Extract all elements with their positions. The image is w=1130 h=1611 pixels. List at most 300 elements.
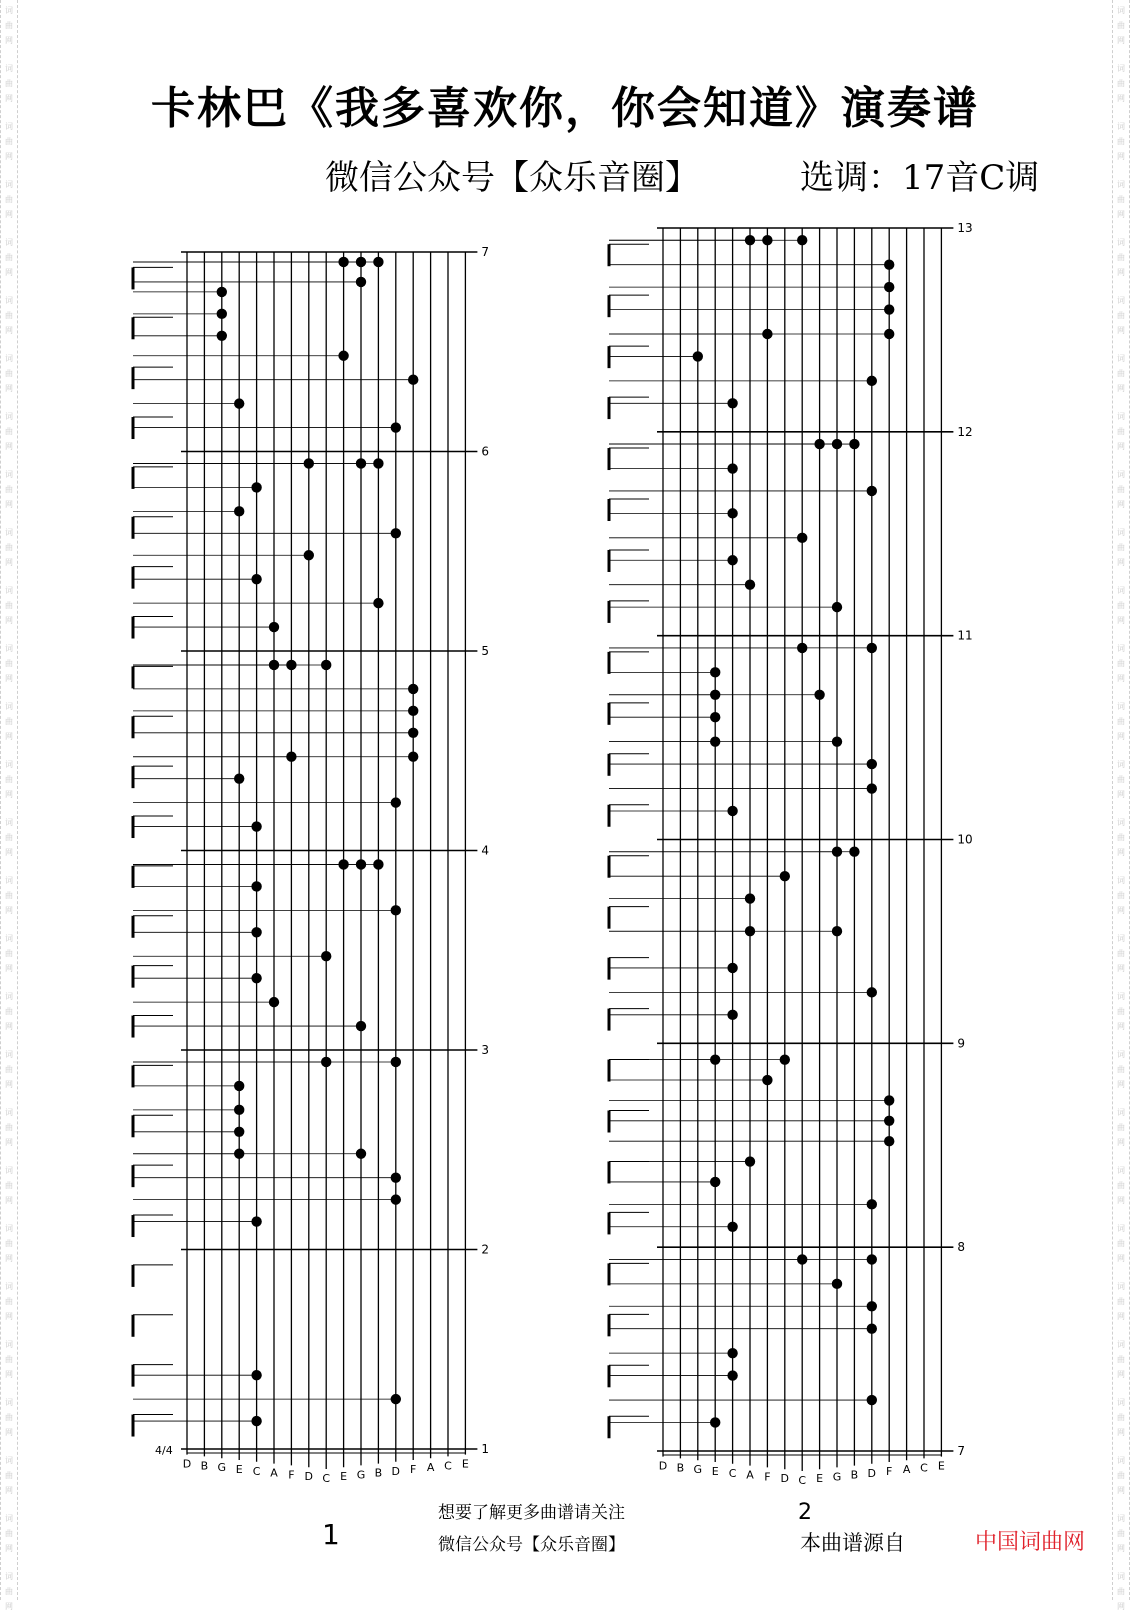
footer-account-text: 微信公众号【众乐音圈】 [438,1535,625,1555]
note-dot [867,1395,877,1405]
note-dot [727,508,737,518]
note-dot [727,963,737,973]
watermark-glyph: 词 [5,122,13,131]
note-dot [727,1370,737,1380]
watermark-glyph: 网 [1117,558,1125,567]
watermark-glyph: 网 [5,1544,13,1553]
tine-label: C [798,1474,807,1487]
note-dot [849,847,859,857]
watermark-glyph: 词 [1117,934,1125,943]
watermark-glyph: 网 [5,558,13,567]
watermark-glyph: 网 [1117,1312,1125,1321]
watermark-glyph: 曲 [5,253,13,262]
watermark-glyph: 曲 [1117,1413,1125,1422]
note-dot [217,309,227,319]
watermark-glyph: 词 [5,238,13,247]
watermark-glyph: 词 [1117,702,1125,711]
note-dot [391,528,401,538]
note-dot [780,871,790,881]
footer-site-name[interactable]: 中国词曲网 [975,1530,1086,1555]
watermark-glyph: 词 [1117,1224,1125,1233]
watermark-glyph: 曲 [1117,369,1125,378]
note-dot [884,1095,894,1105]
watermark-glyph: 网 [5,616,13,625]
tine-label: A [902,1463,911,1477]
watermark-glyph: 曲 [5,21,13,30]
note-dot [727,1222,737,1232]
watermark-glyph: 曲 [1117,1355,1125,1364]
note-dot [217,331,227,341]
watermark-glyph: 曲 [5,1587,13,1596]
note-dot [867,486,877,496]
note-dot [849,439,859,449]
note-dot [234,1081,244,1091]
watermark-glyph: 网 [1117,1138,1125,1147]
note-dot [251,1370,261,1380]
watermark-glyph: 词 [5,1050,13,1059]
watermark-glyph: 词 [1117,992,1125,1001]
footer-source-text: 本曲谱源自 [800,1531,905,1555]
watermark-glyph: 词 [5,296,13,305]
watermark-glyph: 网 [1117,384,1125,393]
watermark-glyph: 网 [1117,326,1125,335]
note-dot [884,259,894,269]
note-dot [710,1177,720,1187]
watermark-glyph: 词 [5,412,13,421]
watermark-glyph: 曲 [5,1065,13,1074]
tine-label: F [886,1465,893,1478]
note-dot [867,1324,877,1334]
watermark-glyph: 词 [5,6,13,15]
watermark-glyph: 网 [5,152,13,161]
watermark-glyph: 网 [1117,964,1125,973]
watermark-glyph: 曲 [1117,775,1125,784]
watermark-glyph: 曲 [1117,427,1125,436]
note-dot [780,1054,790,1064]
note-dot [832,1279,842,1289]
tine-label: D [304,1470,314,1484]
measure-number: 4 [481,843,490,858]
watermark-glyph: 曲 [1117,833,1125,842]
note-dot [373,598,383,608]
tine-label: C [728,1466,737,1480]
tine-label: A [746,1468,754,1482]
note-dot [727,806,737,816]
watermark-glyph: 网 [5,1486,13,1495]
note-dot [832,736,842,746]
tine-label: B [374,1466,383,1480]
note-dot [373,257,383,267]
watermark-glyph: 词 [5,644,13,653]
watermark-glyph: 网 [5,384,13,393]
watermark-glyph: 词 [1117,296,1125,305]
note-dot [251,881,261,891]
watermark-glyph: 词 [1117,818,1125,827]
tine-label: A [270,1466,278,1480]
note-dot [251,927,261,937]
watermark-glyph: 曲 [5,427,13,436]
note-dot [408,728,418,738]
watermark-glyph: 曲 [1117,717,1125,726]
watermark-glyph: 词 [5,1572,13,1581]
note-dot [693,351,703,361]
watermark-glyph: 词 [5,1340,13,1349]
tine-label: G [217,1461,227,1475]
watermark-glyph: 网 [5,1196,13,1205]
note-dot [321,660,331,670]
tine-label: E [816,1472,824,1486]
watermark-glyph: 网 [1117,152,1125,161]
watermark-glyph: 曲 [1117,1181,1125,1190]
watermark-glyph: 词 [5,702,13,711]
watermark-glyph: 词 [1117,644,1125,653]
note-dot [234,506,244,516]
watermark-glyph: 曲 [5,137,13,146]
watermark-glyph: 曲 [1117,601,1125,610]
watermark-glyph: 曲 [5,833,13,842]
watermark-glyph: 曲 [1117,891,1125,900]
note-dot [373,458,383,468]
watermark-glyph: 曲 [5,601,13,610]
watermark-glyph: 网 [1117,790,1125,799]
note-dot [884,304,894,314]
watermark-glyph: 网 [1117,848,1125,857]
watermark-glyph: 词 [5,1108,13,1117]
watermark-glyph: 曲 [5,775,13,784]
note-dot [727,555,737,565]
note-dot [356,1149,366,1159]
measure-number: 7 [481,245,490,259]
note-dot [884,282,894,292]
watermark-glyph: 词 [5,1514,13,1523]
watermark-glyph: 网 [5,1138,13,1147]
note-dot [727,463,737,473]
time-signature: 4/4 [155,1444,173,1457]
note-dot [727,398,737,408]
watermark-glyph: 曲 [5,1007,13,1016]
watermark-glyph: 词 [5,1166,13,1175]
watermark-glyph: 网 [1117,442,1125,451]
watermark-glyph: 曲 [5,311,13,320]
footer-follow-text: 想要了解更多曲谱请关注 [438,1503,625,1523]
tine-label: G [693,1463,703,1477]
watermark-glyph: 网 [5,1254,13,1263]
note-dot [269,997,279,1007]
measure-number: 13 [957,221,973,235]
watermark-glyph: 曲 [5,717,13,726]
watermark-glyph: 词 [5,818,13,827]
note-dot [867,1199,877,1209]
watermark-glyph: 网 [5,964,13,973]
note-dot [867,759,877,769]
watermark-glyph: 网 [1117,1486,1125,1495]
watermark-glyph: 曲 [5,1297,13,1306]
watermark-glyph: 曲 [1117,659,1125,668]
watermark-glyph: 网 [1117,616,1125,625]
watermark-glyph: 网 [1117,94,1125,103]
measure-number: 10 [957,832,973,847]
watermark-glyph: 词 [5,64,13,73]
note-dot [408,374,418,384]
watermark-glyph: 曲 [1117,1239,1125,1248]
measure-number: 1 [481,1442,490,1456]
watermark-glyph: 曲 [1117,1007,1125,1016]
note-dot [884,1116,894,1126]
watermark-glyph: 词 [5,180,13,189]
watermark-glyph: 词 [1117,528,1125,537]
tine-label: D [658,1459,668,1473]
note-dot [391,1172,401,1182]
watermark-glyph: 词 [5,470,13,479]
watermark-glyph: 网 [1117,1370,1125,1379]
watermark-glyph: 曲 [5,659,13,668]
watermark-glyph: 网 [5,500,13,509]
tine-label: B [850,1468,859,1482]
subtitle-key-selection: 选调：17音C调 [800,158,1040,198]
note-dot [391,422,401,432]
note-dot [356,277,366,287]
note-dot [832,602,842,612]
watermark-glyph: 词 [1117,1050,1125,1059]
measure-number: 3 [481,1043,490,1057]
watermark-glyph: 网 [1117,210,1125,219]
note-dot [234,773,244,783]
watermark-glyph: 网 [1117,1254,1125,1263]
watermark-glyph: 曲 [5,1529,13,1538]
note-dot [234,398,244,408]
note-dot [251,1216,261,1226]
watermark-glyph: 网 [5,326,13,335]
note-dot [762,1075,772,1085]
watermark-glyph: 网 [5,1428,13,1437]
note-dot [269,622,279,632]
watermark-glyph: 词 [1117,1572,1125,1581]
watermark-glyph: 词 [5,992,13,1001]
note-dot [251,973,261,983]
note-dot [391,1057,401,1067]
tine-label: C [252,1464,261,1478]
watermark-glyph: 词 [5,586,13,595]
tine-label: D [867,1466,877,1480]
watermark-glyph: 词 [1117,180,1125,189]
note-dot [797,533,807,543]
watermark-glyph: 网 [5,1080,13,1089]
watermark-glyph: 曲 [5,1181,13,1190]
watermark-glyph: 曲 [5,1239,13,1248]
watermark-glyph: 网 [1117,1022,1125,1031]
tine-label: D [780,1472,790,1486]
tine-label: F [764,1470,771,1484]
note-dot [251,574,261,584]
watermark-glyph: 词 [5,1282,13,1291]
watermark-glyph: 网 [5,906,13,915]
watermark-glyph: 词 [1117,1108,1125,1117]
watermark-glyph: 网 [5,1022,13,1031]
watermark-glyph: 词 [1117,1398,1125,1407]
measure-number: 11 [957,628,973,643]
note-dot [710,1417,720,1427]
note-dot [867,783,877,793]
watermark-glyph: 词 [1117,354,1125,363]
note-dot [867,1254,877,1264]
note-dot [391,1394,401,1404]
note-dot [234,1127,244,1137]
watermark-glyph: 网 [1117,500,1125,509]
note-dot [217,287,227,297]
watermark-glyph: 词 [1117,6,1125,15]
watermark-glyph: 词 [5,876,13,885]
watermark-glyph: 词 [1117,1166,1125,1175]
watermark-glyph: 网 [1117,674,1125,683]
watermark-glyph: 曲 [5,1123,13,1132]
note-dot [727,1348,737,1358]
watermark-glyph: 曲 [5,369,13,378]
watermark-glyph: 网 [1117,268,1125,277]
watermark-glyph: 网 [5,210,13,219]
watermark-glyph: 曲 [1117,1529,1125,1538]
watermark-glyph: 网 [5,790,13,799]
watermark-glyph: 网 [1117,1602,1125,1611]
watermark-glyph: 词 [5,528,13,537]
watermark-glyph: 曲 [5,195,13,204]
watermark-glyph: 词 [5,1398,13,1407]
measure-number: 5 [481,644,490,658]
watermark-glyph: 词 [1117,64,1125,73]
note-dot [391,905,401,915]
note-dot [727,1010,737,1020]
tine-label: D [182,1457,192,1471]
note-dot [408,706,418,716]
watermark-glyph: 曲 [1117,21,1125,30]
tine-label: A [426,1461,435,1475]
watermark-glyph: 曲 [5,543,13,552]
measure-number: 7 [957,1444,966,1458]
watermark-glyph: 词 [1117,876,1125,885]
tine-label: B [676,1461,685,1475]
watermark-glyph: 词 [1117,1514,1125,1523]
watermark-glyph: 网 [1117,1428,1125,1437]
tine-label: E [461,1457,469,1471]
tine-label: E [711,1465,719,1478]
note-dot [832,926,842,936]
note-dot [884,1136,894,1146]
watermark-glyph: 曲 [1117,949,1125,958]
watermark-glyph: 曲 [5,485,13,494]
watermark-glyph: 词 [1117,122,1125,131]
watermark-glyph: 曲 [1117,1123,1125,1132]
watermark-glyph: 曲 [1117,1297,1125,1306]
watermark-glyph: 词 [1117,1456,1125,1465]
watermark-glyph: 词 [1117,760,1125,769]
watermark-glyph: 曲 [5,79,13,88]
watermark-glyph: 词 [5,1224,13,1233]
note-dot [745,1156,755,1166]
watermark-glyph: 词 [5,354,13,363]
watermark-glyph: 曲 [1117,253,1125,262]
page-number-right: 2 [798,1500,812,1525]
watermark-glyph: 网 [1117,1544,1125,1553]
watermark-glyph: 网 [5,674,13,683]
watermark-glyph: 网 [1117,1196,1125,1205]
note-dot [814,690,824,700]
note-dot [304,550,314,560]
note-dot [797,235,807,245]
note-dot [251,482,261,492]
tine-label: G [356,1468,366,1482]
note-dot [321,951,331,961]
watermark-glyph: 词 [5,760,13,769]
note-dot [234,1105,244,1115]
note-dot [408,684,418,694]
watermark-glyph: 词 [1117,1340,1125,1349]
page-number-left: 1 [322,1518,340,1551]
watermark-glyph: 网 [5,848,13,857]
watermark-glyph: 曲 [1117,311,1125,320]
watermark-glyph: 曲 [5,1355,13,1364]
watermark-glyph: 词 [1117,412,1125,421]
watermark-glyph: 曲 [1117,1065,1125,1074]
watermark-glyph: 曲 [1117,1587,1125,1596]
note-dot [867,1301,877,1311]
note-dot [745,893,755,903]
measure-number: 12 [957,424,973,439]
watermark-glyph: 网 [5,1312,13,1321]
watermark-glyph: 网 [1117,36,1125,45]
watermark-glyph: 曲 [1117,543,1125,552]
note-dot [867,643,877,653]
measure-number: 8 [957,1240,966,1255]
tine-label: E [340,1470,348,1484]
watermark-glyph: 网 [5,1370,13,1379]
watermark-glyph: 网 [5,442,13,451]
watermark-glyph: 曲 [5,891,13,900]
note-dot [710,667,720,677]
note-dot [867,987,877,997]
tine-label: C [322,1472,331,1485]
tine-label: E [937,1459,945,1473]
watermark-glyph: 网 [5,36,13,45]
watermark-glyph: 曲 [5,1471,13,1480]
note-dot [745,580,755,590]
measure-number: 6 [481,444,490,459]
watermark-glyph: 曲 [1117,1471,1125,1480]
watermark-glyph: 词 [5,1456,13,1465]
note-dot [391,1194,401,1204]
watermark-glyph: 词 [1117,238,1125,247]
watermark-glyph: 词 [5,934,13,943]
note-dot [251,821,261,831]
subtitle-wechat-account: 微信公众号【众乐音圈】 [325,158,699,198]
tine-label: G [832,1470,842,1484]
measure-number: 2 [481,1242,490,1257]
note-dot [356,1021,366,1031]
watermark-glyph: 网 [5,732,13,741]
note-dot [867,376,877,386]
tine-label: C [444,1459,452,1473]
watermark-glyph: 曲 [5,949,13,958]
watermark-glyph: 曲 [1117,195,1125,204]
tine-label: C [920,1461,928,1475]
watermark-glyph: 网 [1117,732,1125,741]
watermark-glyph: 网 [1117,906,1125,915]
watermark-glyph: 曲 [1117,79,1125,88]
watermark-glyph: 曲 [1117,485,1125,494]
note-dot [710,712,720,722]
note-dot [391,797,401,807]
watermark-glyph: 网 [5,268,13,277]
watermark-glyph: 网 [5,94,13,103]
watermark-glyph: 网 [5,1602,13,1611]
